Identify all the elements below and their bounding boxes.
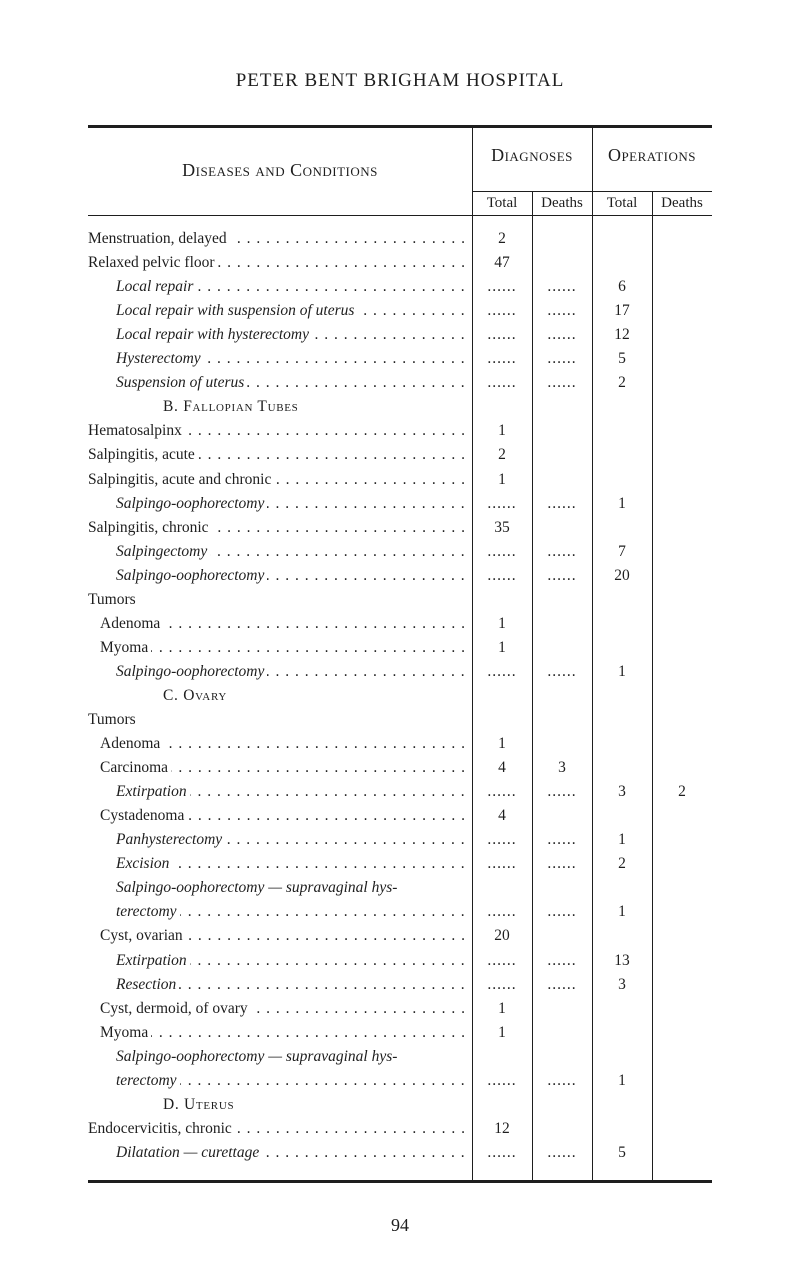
op-total-cell: 12 [614, 326, 630, 344]
diag-total-cell: 20 [494, 927, 510, 945]
diag-deaths-cell [532, 276, 592, 298]
table-row [88, 998, 712, 1020]
row-label-text: Salpingo-oophorectomy [116, 663, 267, 680]
row-label-text: terectomy [116, 903, 180, 920]
op-total-cell: 13 [614, 951, 630, 969]
row-label [116, 781, 472, 803]
diag-deaths-cell [532, 1070, 592, 1092]
row-label [116, 829, 472, 851]
op-deaths-cell [652, 637, 712, 659]
op-total-cell [592, 444, 652, 466]
row-label [116, 901, 472, 923]
diag-total-cell [472, 324, 532, 346]
table-row [88, 950, 712, 972]
row-label [88, 228, 472, 250]
op-total-cell: 5 [618, 1143, 626, 1161]
row-label-text: Salpingectomy [116, 543, 210, 560]
row-label-text: Excision [116, 855, 172, 872]
op-total-cell: 1 [618, 831, 626, 849]
diag-deaths-cell [532, 661, 592, 683]
row-label [116, 541, 472, 563]
row-label-text: Hysterectomy [116, 350, 204, 367]
op-deaths-cell [652, 925, 712, 947]
op-total-cell: 3 [618, 783, 626, 801]
diag-deaths-cell [532, 637, 592, 659]
table-row [88, 853, 712, 875]
row-label-text: Suspension of uterus [116, 374, 247, 391]
row-label-text: D. Uterus [163, 1096, 237, 1113]
table-row [88, 925, 712, 947]
diag-deaths-cell [532, 998, 592, 1020]
op-deaths-cell [652, 853, 712, 875]
table-row [88, 469, 712, 491]
row-label-text: Panhysterectomy [116, 831, 225, 848]
row-label [100, 925, 472, 947]
op-deaths-cell [652, 1118, 712, 1140]
table-row [88, 300, 712, 322]
op-total-cell: 3 [618, 975, 626, 993]
header-op-deaths: Deaths [661, 195, 703, 211]
row-label [116, 974, 472, 996]
diag-deaths-cell [532, 853, 592, 875]
op-total-cell [592, 805, 652, 827]
table-row [88, 348, 712, 370]
op-total-cell [592, 1118, 652, 1140]
table-row [88, 1022, 712, 1044]
row-label [100, 757, 472, 779]
op-total-cell: 5 [618, 350, 626, 368]
op-total-cell: 1 [618, 494, 626, 512]
row-label [100, 613, 472, 635]
op-total-cell [592, 252, 652, 274]
row-label-text: Local repair [116, 278, 196, 295]
op-total-cell [592, 637, 652, 659]
header-diag-deaths: Deaths [541, 195, 583, 211]
row-label-text: Local repair with suspension of uterus [116, 302, 357, 319]
diag-total-cell [472, 348, 532, 370]
diag-total-cell [472, 276, 532, 298]
op-deaths-cell [652, 950, 712, 972]
diag-deaths-cell [532, 950, 592, 972]
row-label [88, 1118, 472, 1140]
row-label-text: Cystadenoma [100, 807, 187, 824]
row-label-text: Menstruation, delayed [88, 230, 230, 247]
diag-total-cell [472, 950, 532, 972]
op-total-cell [592, 420, 652, 442]
op-deaths-cell [652, 324, 712, 346]
diag-deaths-cell [532, 493, 592, 515]
diag-total-cell: 2 [498, 230, 506, 247]
row-label [88, 469, 472, 491]
row-label [88, 589, 472, 611]
diag-deaths-cell [532, 613, 592, 635]
diag-total-cell: 47 [494, 254, 510, 272]
table-row [88, 252, 712, 274]
table-row [88, 276, 712, 298]
row-label-text: Salpingo-oophorectomy — supravaginal hys- [116, 1048, 400, 1065]
table-row [88, 733, 712, 755]
row-label [116, 300, 472, 322]
op-deaths-cell [652, 1022, 712, 1044]
row-label [116, 348, 472, 370]
table-row [88, 661, 712, 683]
row-label-text: Salpingo-oophorectomy [116, 567, 267, 584]
diag-total-cell [472, 1142, 532, 1164]
op-total-cell [592, 1022, 652, 1044]
diag-deaths-cell [532, 829, 592, 851]
row-label-text: Extirpation [116, 783, 190, 800]
header-diag-total: Total [486, 195, 518, 211]
diag-total-cell [472, 829, 532, 851]
row-label-text: Carcinoma [100, 759, 171, 776]
op-deaths-cell [652, 805, 712, 827]
row-label-text: Cyst, ovarian [100, 927, 186, 944]
table-row [88, 324, 712, 346]
row-label [88, 709, 472, 731]
op-total-cell: 1 [618, 662, 626, 680]
op-total-cell: 2 [618, 855, 626, 873]
header-operations: Operations [607, 145, 697, 165]
op-total-cell [592, 228, 652, 250]
diag-total-cell [472, 300, 532, 322]
row-label-text: Extirpation [116, 952, 190, 969]
table-row [88, 829, 712, 851]
op-deaths-cell [652, 829, 712, 851]
diag-total-cell: 1 [498, 470, 506, 488]
diag-total-cell: 4 [498, 807, 506, 825]
op-deaths-cell [652, 565, 712, 587]
row-label-text: Adenoma [100, 735, 163, 752]
header-op-total: Total [606, 195, 638, 211]
row-label-text: B. Fallopian Tubes [163, 398, 301, 415]
diag-deaths-cell [532, 901, 592, 923]
header-diseases: Diseases and Conditions [182, 160, 378, 180]
row-label-text: Salpingitis, acute and chronic [88, 471, 274, 488]
row-label [116, 1070, 472, 1092]
diag-deaths-cell [532, 444, 592, 466]
row-label [116, 661, 472, 683]
table-row [88, 613, 712, 635]
diag-total-cell: 1 [498, 999, 506, 1017]
op-deaths-cell [652, 493, 712, 515]
diag-total-cell: 1 [498, 735, 506, 753]
diag-total-cell [472, 1070, 532, 1092]
op-total-cell: 17 [614, 302, 630, 320]
row-label-text: Salpingo-oophorectomy — supravaginal hys- [116, 879, 400, 896]
row-label [100, 805, 472, 827]
diag-total-cell [472, 372, 532, 394]
op-deaths-cell [652, 420, 712, 442]
op-total-cell [592, 733, 652, 755]
table-row [88, 372, 712, 394]
row-label [100, 998, 472, 1020]
row-label [88, 444, 472, 466]
row-label [100, 1022, 472, 1044]
table-row [88, 517, 712, 539]
diag-total-cell: 2 [498, 446, 506, 464]
diag-deaths-cell [532, 469, 592, 491]
op-deaths-cell [652, 517, 712, 539]
table-row [88, 709, 712, 731]
diag-total-cell [472, 565, 532, 587]
table-row [88, 589, 712, 611]
table-bottom-rule [88, 1180, 712, 1183]
table-row [88, 1070, 712, 1092]
op-deaths-cell [652, 541, 712, 563]
op-total-cell [592, 925, 652, 947]
op-total-cell: 2 [618, 374, 626, 392]
section-heading [88, 396, 712, 418]
table-row [88, 757, 712, 779]
row-label-text: Adenoma [100, 615, 163, 632]
row-label-text: Relaxed pelvic floor [88, 254, 218, 271]
table-row [88, 1142, 712, 1164]
diag-deaths-cell [532, 1142, 592, 1164]
op-total-cell: 6 [618, 278, 626, 296]
op-total-cell [592, 517, 652, 539]
diag-deaths-cell [532, 781, 592, 803]
page-number: 94 [391, 1215, 409, 1235]
diag-total-cell: 12 [494, 1119, 510, 1137]
table-row [88, 805, 712, 827]
header-diagnoses: Diagnoses [491, 145, 573, 165]
table-row [88, 228, 712, 250]
diag-deaths-cell [532, 1022, 592, 1044]
diag-total-cell: 4 [498, 759, 506, 777]
table-row [88, 901, 712, 923]
op-deaths-cell: 2 [678, 783, 686, 801]
diag-total-cell [472, 853, 532, 875]
table-row [88, 420, 712, 442]
row-label [88, 420, 472, 442]
table-row [88, 565, 712, 587]
op-total-cell [592, 469, 652, 491]
table-top-rule [88, 125, 712, 128]
section-heading [88, 1094, 712, 1116]
diag-deaths-cell [532, 517, 592, 539]
op-total-cell [592, 613, 652, 635]
diag-deaths-cell [532, 1118, 592, 1140]
op-deaths-cell [652, 901, 712, 923]
diag-total-cell: 1 [498, 614, 506, 632]
row-label [88, 517, 472, 539]
row-label [100, 733, 472, 755]
op-deaths-cell [652, 998, 712, 1020]
op-deaths-cell [652, 661, 712, 683]
row-label [116, 853, 472, 875]
diag-total-cell: 1 [498, 422, 506, 440]
row-label [100, 637, 472, 659]
row-label-text: Salpingitis, acute [88, 446, 198, 463]
op-total-cell [592, 998, 652, 1020]
op-deaths-cell [652, 757, 712, 779]
row-label-text: Tumors [88, 711, 139, 728]
row-label-text: Salpingitis, chronic [88, 519, 212, 536]
diag-total-cell: 1 [498, 1023, 506, 1041]
diag-total-cell [472, 493, 532, 515]
row-label-text: Tumors [88, 591, 139, 608]
diag-deaths-cell [532, 420, 592, 442]
row-label [116, 276, 472, 298]
row-label [116, 372, 472, 394]
diag-deaths-cell [532, 925, 592, 947]
row-label [88, 252, 472, 274]
diag-total-cell [472, 541, 532, 563]
running-head: PETER BENT BRIGHAM HOSPITAL [235, 70, 565, 91]
row-label-text: Local repair with hysterectomy [116, 326, 312, 343]
row-label-text: Endocervicitis, chronic [88, 1120, 235, 1137]
table-row [88, 1046, 712, 1068]
diag-total-cell [472, 781, 532, 803]
op-deaths-cell [652, 733, 712, 755]
header-bottom-rule [88, 215, 712, 216]
diag-deaths-cell [532, 348, 592, 370]
diag-total-cell [472, 974, 532, 996]
op-deaths-cell [652, 300, 712, 322]
row-label [116, 324, 472, 346]
row-label [116, 493, 472, 515]
row-label [116, 877, 472, 899]
diag-deaths-cell [532, 565, 592, 587]
table-row [88, 1118, 712, 1140]
op-deaths-cell [652, 974, 712, 996]
row-label [116, 950, 472, 972]
op-deaths-cell [652, 372, 712, 394]
op-deaths-cell [652, 444, 712, 466]
row-label-text: Resection [116, 976, 179, 993]
row-label-text: Myoma [100, 1024, 151, 1041]
row-label [163, 1094, 472, 1116]
row-label-text: Salpingo-oophorectomy [116, 495, 267, 512]
diag-total-cell: 1 [498, 638, 506, 656]
row-label-text: C. Ovary [163, 687, 230, 704]
row-label-text: Hematosalpinx [88, 422, 185, 439]
table-row [88, 637, 712, 659]
op-total-cell: 1 [618, 903, 626, 921]
op-deaths-cell [652, 613, 712, 635]
diag-deaths-cell [532, 300, 592, 322]
op-deaths-cell [652, 469, 712, 491]
row-label-text: Dilatation — curettage [116, 1144, 262, 1161]
diag-deaths-cell [532, 228, 592, 250]
table-row [88, 493, 712, 515]
diag-deaths-cell [532, 372, 592, 394]
diag-deaths-cell [532, 324, 592, 346]
op-deaths-cell [652, 228, 712, 250]
row-label-text: Myoma [100, 639, 151, 656]
op-total-cell: 1 [618, 1071, 626, 1089]
diag-deaths-cell [532, 733, 592, 755]
diag-total-cell [472, 661, 532, 683]
table-row [88, 444, 712, 466]
op-deaths-cell [652, 1142, 712, 1164]
op-deaths-cell [652, 1070, 712, 1092]
op-deaths-cell [652, 276, 712, 298]
diag-deaths-cell: 3 [558, 759, 566, 777]
row-label-text: Cyst, dermoid, of ovary [100, 1000, 251, 1017]
diag-total-cell [472, 901, 532, 923]
header-subrule [472, 191, 712, 192]
diag-deaths-cell [532, 541, 592, 563]
section-heading [88, 685, 712, 707]
diag-deaths-cell [532, 974, 592, 996]
row-label [116, 1046, 472, 1068]
op-total-cell [592, 757, 652, 779]
op-total-cell: 7 [618, 542, 626, 560]
table-row [88, 974, 712, 996]
diag-deaths-cell [532, 252, 592, 274]
op-deaths-cell [652, 252, 712, 274]
table-row [88, 781, 712, 803]
row-label-text: terectomy [116, 1072, 180, 1089]
diag-total-cell: 35 [494, 518, 510, 536]
diag-deaths-cell [532, 805, 592, 827]
table-row [88, 877, 712, 899]
op-deaths-cell [652, 348, 712, 370]
row-label [116, 565, 472, 587]
row-label [116, 1142, 472, 1164]
row-label [163, 685, 472, 707]
row-label [163, 396, 472, 418]
op-total-cell: 20 [614, 566, 630, 584]
table-row [88, 541, 712, 563]
